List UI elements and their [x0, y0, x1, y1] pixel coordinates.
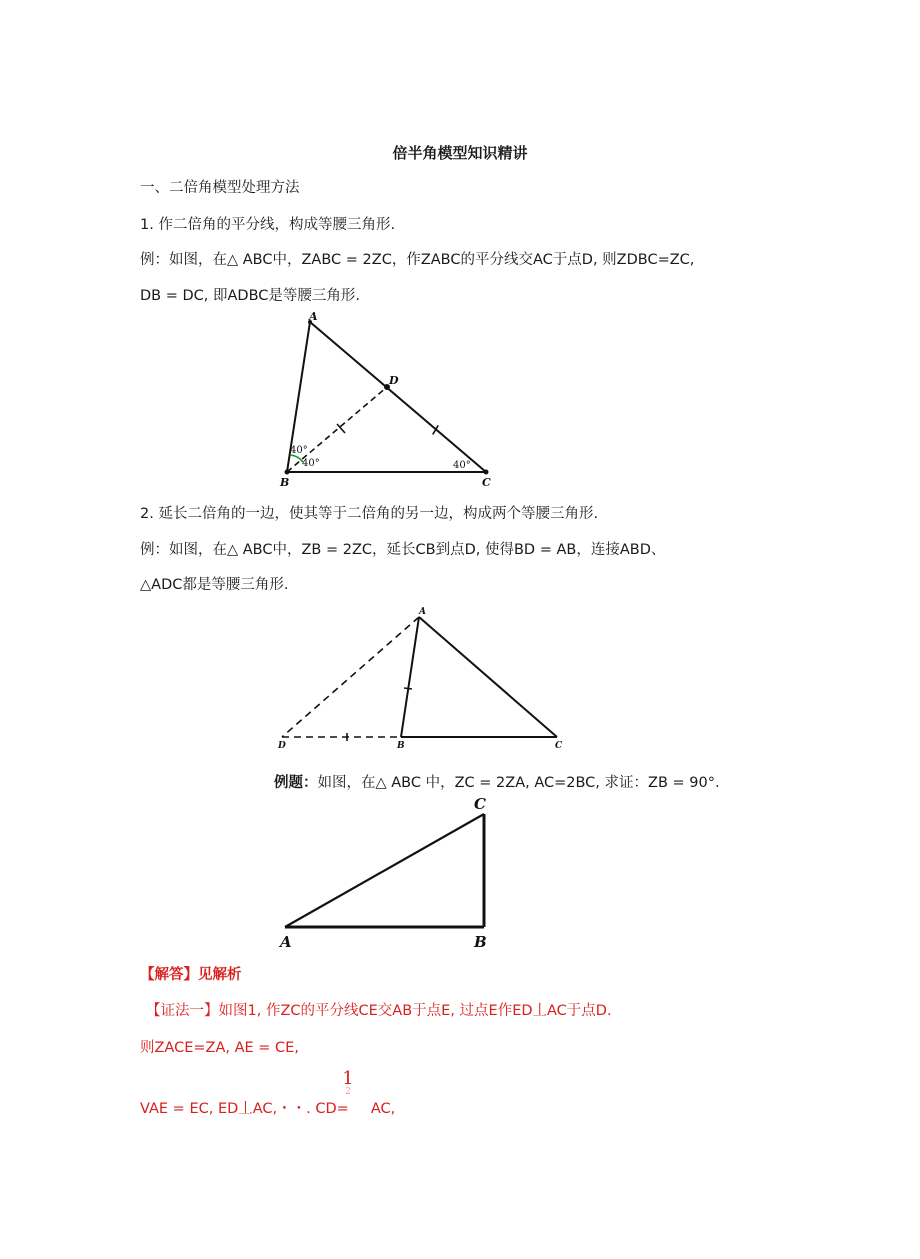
fig1-label-b: B	[280, 476, 290, 489]
example-label: 例题：	[274, 775, 318, 791]
method1-example-line1: 例：如图，在△ ABC中，ZABC = 2ZC，作ZABC的平分线交AC于点D, 则ZDBC=ZC,	[140, 252, 695, 268]
fraction-denominator: 2	[345, 1087, 351, 1097]
fig1-angle-bottom: 40°	[302, 458, 320, 469]
proof1-line1: 【证法一】如图1, 作ZC的平分线CE交AB于点E, 过点E作ED丄AC于点D.	[146, 1003, 612, 1019]
method2-example-line2: △ADC都是等腰三角形.	[140, 577, 289, 593]
fig3-side-ac	[285, 814, 484, 927]
fig2-label-d: D	[278, 741, 286, 751]
fraction-one-half	[340, 1070, 356, 1097]
fig3-label-a: A	[280, 933, 292, 951]
fig3-label-b: B	[474, 933, 487, 951]
proof1-line3-suffix: AC,	[370, 1101, 396, 1117]
method2-example-line1: 例：如图，在△ ABC中，ZB = 2ZC，延长CB到点D, 使得BD = AB，连接ABD、	[140, 542, 666, 558]
proof1-line3	[140, 1097, 395, 1118]
fig1-label-c: C	[482, 476, 491, 489]
section-heading: 一、二倍角模型处理方法	[140, 180, 300, 196]
proof1-line2: 则ZACE=ZA, AE = CE,	[140, 1040, 299, 1056]
fig1-angle-top: 40°	[290, 445, 308, 456]
fig2-label-c: C	[555, 741, 563, 751]
method1-heading: 1. 作二倍角的平分线，构成等腰三角形.	[140, 217, 396, 233]
fig3-label-c: C	[474, 795, 486, 813]
fig1-label-a: A	[309, 310, 318, 323]
fig2-label-b: B	[397, 741, 405, 751]
fraction-numerator: 1	[342, 1068, 354, 1089]
proof1-line3-prefix: VAE = EC, ED丄AC,・・. CD=	[140, 1101, 349, 1117]
method2-heading: 2. 延长二倍角的一边，使其等于二倍角的另一边，构成两个等腰三角形.	[140, 506, 599, 522]
example-text: 如图，在△ ABC 中，ZC = 2ZA, AC=2BC, 求证：ZB = 90°.	[317, 775, 720, 791]
fig2-label-a: A	[419, 607, 426, 617]
fig1-angle-c: 40°	[453, 460, 471, 471]
answer-label: 【解答】见解析	[140, 967, 242, 983]
fig1-label-d: D	[389, 374, 399, 387]
method1-example-line2: DB = DC, 即ADBC是等腰三角形.	[140, 288, 360, 304]
page-title: 倍半角模型知识精讲	[392, 144, 528, 162]
